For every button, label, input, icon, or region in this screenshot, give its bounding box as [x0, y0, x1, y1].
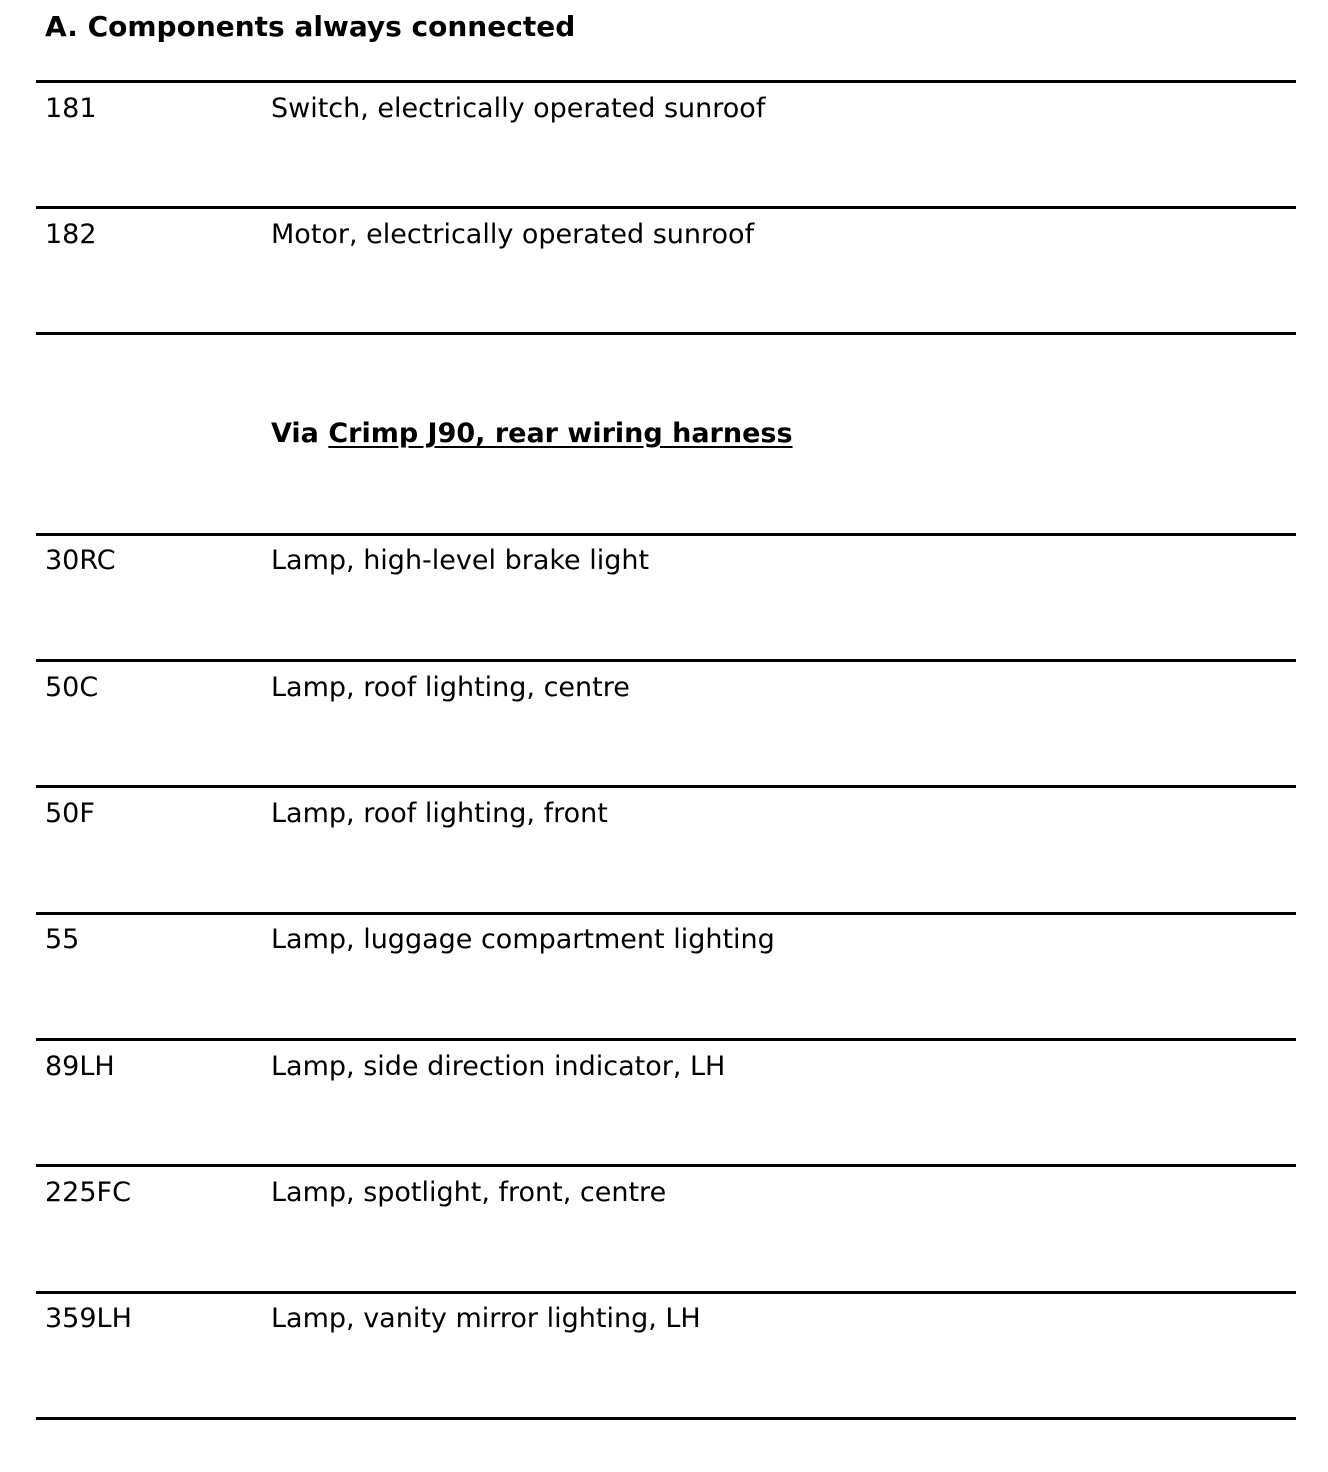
component-description: Motor, electrically operated sunroof [271, 219, 755, 250]
table-rule [36, 1417, 1296, 1420]
component-description: Lamp, roof lighting, centre [271, 672, 630, 703]
component-code: 30RC [45, 545, 116, 576]
table-rule [36, 332, 1296, 335]
component-description: Switch, electrically operated sunroof [271, 93, 766, 124]
component-code: 50C [45, 672, 99, 703]
component-description: Lamp, high-level brake light [271, 545, 650, 576]
component-description: Lamp, roof lighting, front [271, 798, 608, 829]
crimp-link[interactable]: Crimp J90, rear wiring harness [328, 418, 793, 449]
component-code: 89LH [45, 1051, 115, 1082]
component-description: Lamp, spotlight, front, centre [271, 1177, 667, 1208]
component-code: 182 [45, 219, 97, 250]
table-rule [36, 785, 1296, 788]
component-code: 225FC [45, 1177, 131, 1208]
table-rule [36, 1038, 1296, 1041]
table-rule [36, 1164, 1296, 1167]
table-rule [36, 206, 1296, 209]
table-rule [36, 912, 1296, 915]
component-description: Lamp, side direction indicator, LH [271, 1051, 726, 1082]
via-prefix: Via [271, 418, 319, 449]
component-code: 181 [45, 93, 97, 124]
section-title: A. Components always connected [45, 10, 576, 43]
table-rule [36, 659, 1296, 662]
component-code: 55 [45, 924, 80, 955]
table-rule [36, 80, 1296, 83]
component-description: Lamp, vanity mirror lighting, LH [271, 1303, 701, 1334]
table-rule [36, 1291, 1296, 1294]
via-heading [271, 418, 793, 450]
component-code: 50F [45, 798, 95, 829]
table-rule [36, 533, 1296, 536]
component-code: 359LH [45, 1303, 132, 1334]
component-description: Lamp, luggage compartment lighting [271, 924, 775, 955]
